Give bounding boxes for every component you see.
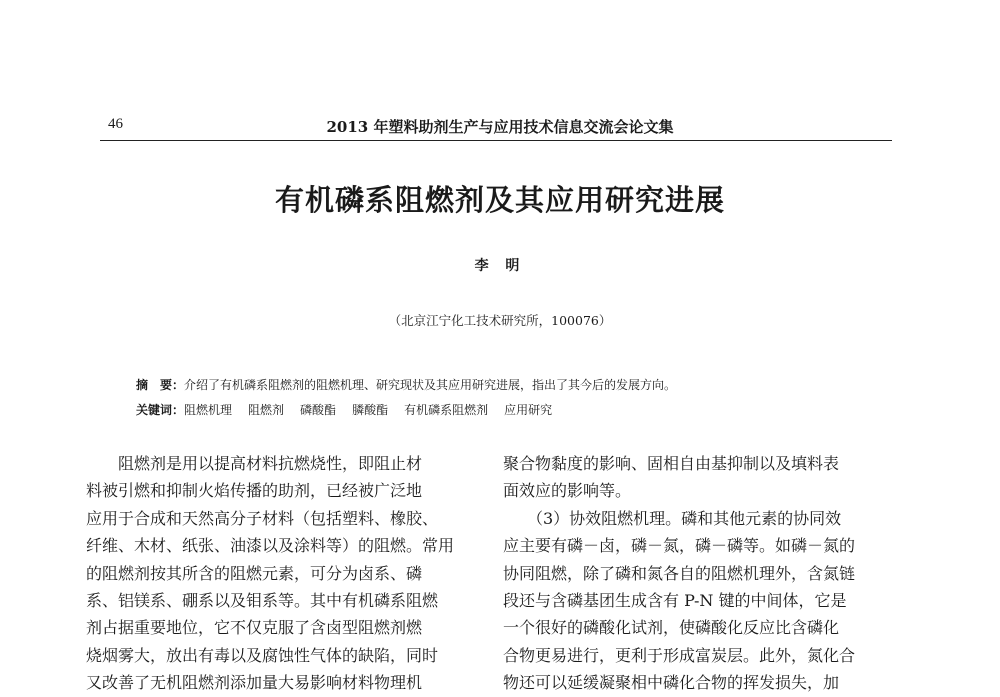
article-title: 有机磷系阻燃剂及其应用研究进展 — [274, 183, 725, 217]
page-number: 46 — [108, 116, 123, 132]
body-line: 协同阻燃，除了磷和氮各自的阻燃机理外，含氮链 — [503, 563, 856, 583]
body-line: 又改善了无机阻燃剂添加量大易影响材料物理机 — [86, 673, 423, 693]
body-line: 段还与含磷基团生成含有 P-N 键的中间体，它是 — [503, 591, 847, 611]
body-line: 应主要有磷－卤，磷－氮，磷－磷等。如磷－氮的 — [503, 536, 856, 556]
body-line: 纤维、木材、纸张、油漆以及涂料等）的阻燃。常用 — [86, 536, 455, 556]
abstract-label: 摘 要： — [136, 378, 185, 392]
abstract — [136, 376, 676, 393]
body-line: 剂占据重要地位，它不仅克服了含卤型阻燃剂燃 — [86, 618, 423, 638]
keyword: 磷酸酯 — [300, 403, 337, 417]
body-line: 的阻燃剂按其所含的阻燃元素，可分为卤系、磷 — [86, 563, 423, 583]
body-column-left — [86, 450, 488, 697]
body-line: 聚合物黏度的影响、固相自由基抑制以及填料表 — [503, 454, 840, 473]
body-line: 合物更易进行，更利于形成富炭层。此外，氮化合 — [503, 645, 856, 665]
body-line: 阻燃剂是用以提高材料抗燃烧性，即阻止材 — [86, 454, 423, 473]
author-name: 李 明 — [474, 258, 526, 274]
body-line: 面效应的影响等。 — [503, 481, 632, 501]
body-line: 一个很好的磷酸化试剂，使磷酸化反应比含磷化 — [503, 618, 840, 638]
body-line: （3）协效阻燃机理。磷和其他元素的协同效 — [503, 508, 842, 528]
keyword: 阻燃机理 — [184, 403, 233, 417]
keyword: 有机磷系阻燃剂 — [404, 403, 489, 417]
keyword: 膦酸酯 — [352, 403, 389, 417]
header-divider — [100, 140, 892, 141]
body-line: 料被引燃和抑制火焰传播的助剂，已经被广泛地 — [86, 481, 423, 501]
author-affiliation: （北京江宁化工技术研究所，100076） — [388, 313, 612, 328]
body-line: 烧烟雾大，放出有毒以及腐蚀性气体的缺陷，同时 — [86, 645, 439, 665]
journal-header-title: 2013 年塑料助剂生产与应用技术信息交流会论文集 — [326, 118, 674, 136]
keyword: 应用研究 — [504, 403, 553, 417]
keywords — [136, 401, 568, 418]
abstract-text: 介绍了有机磷系阻燃剂的阻燃机理、研究现状及其应用研究进展，指出了其今后的发展方向。 — [184, 378, 677, 392]
body-line: 系、铝镁系、硼系以及钼系等。其中有机磷系阻燃 — [86, 591, 439, 611]
body-line: 物还可以延缓凝聚相中磷化合物的挥发损失，加 — [503, 673, 840, 693]
body-line: 应用于合成和天然高分子材料（包括塑料、橡胶、 — [86, 508, 439, 528]
body-column-right — [503, 450, 905, 697]
keyword: 阻燃剂 — [248, 403, 285, 417]
keywords-label: 关键词： — [136, 403, 185, 417]
